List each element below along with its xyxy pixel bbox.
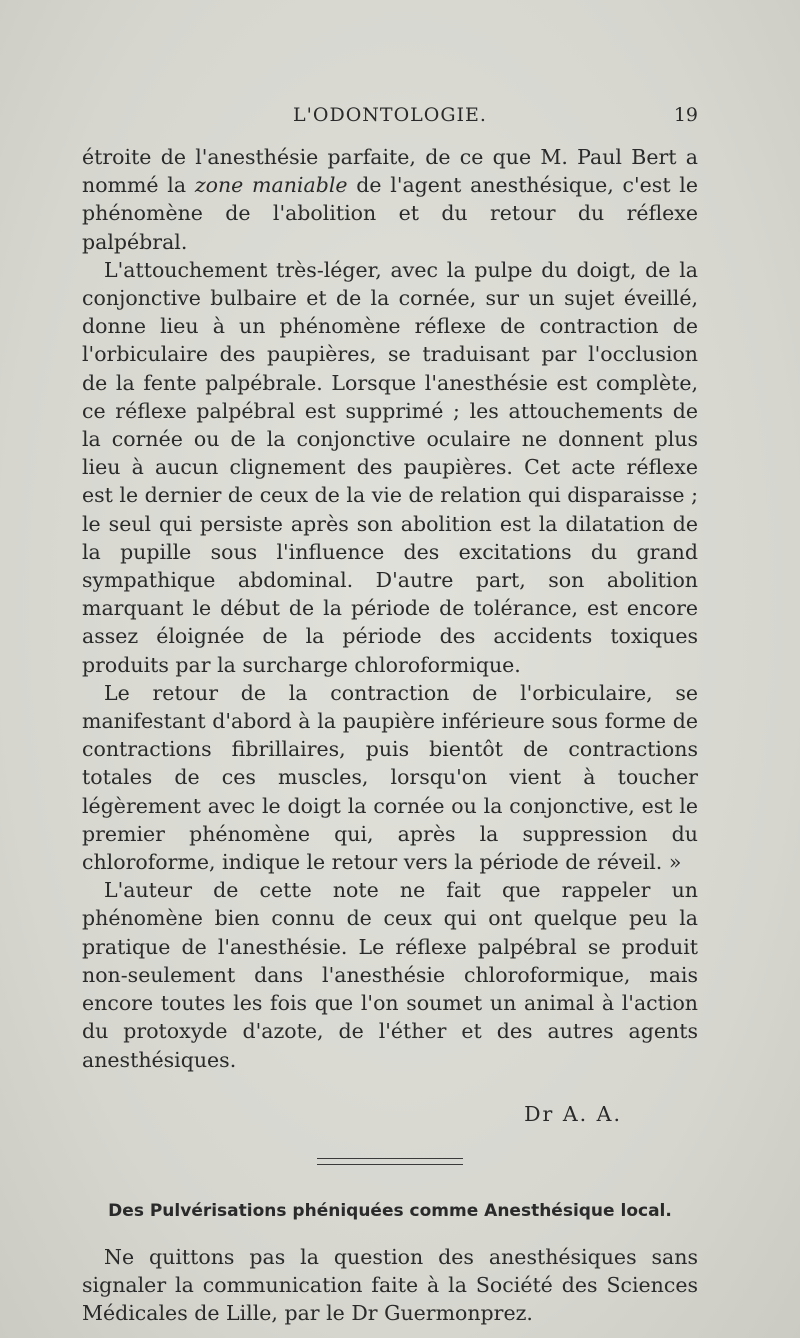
page-number: 19	[673, 104, 698, 126]
paragraph-1-start: étroite de l'anesthésie parfaite, de ce que M. Paul Bert a nommé la	[82, 145, 698, 198]
running-head	[82, 104, 698, 134]
paragraph-1-italic: zone maniable	[194, 173, 348, 198]
paragraph-1-end: de l'agent anesthésique, c'est le phénomène de l'abolition et du retour du réflexe palpébral.	[82, 173, 698, 254]
paragraph-2: L'attouchement très-léger, avec la pulpe du doigt, de la conjonctive bulbaire et de la cornée, sur un sujet éveillé, donne lieu à un phénomène réflexe de contraction de l'orbiculaire des paupières, se traduisant par l'occlusion de la fente palpébrale. Lorsque l'anesthésie est complète, ce réflexe palpébral est supprimé ; les attouchements de la cornée ou de la conjonctive oculaire ne donnent plus lieu à aucun clignement des paupières. Cet acte réflexe est le dernier de ceux de la vie de relation qui disparaisse ; le seul qui persiste après son abolition est la dilatation de la pupille sous l'influence des excitations du grand sympathique abdominal. D'autre part, son abolition marquant le début de la période de tolérance, est encore assez éloignée de la période des accidents toxiques produits par la surcharge chloroformique.	[82, 257, 698, 677]
paragraph-1	[82, 143, 698, 256]
paragraph-4: L'auteur de cette note ne fait que rappeler un phénomène bien connu de ceux qui ont quelque peu la pratique de l'anesthésie. Le réflexe palpébral se produit non-seulement dans l'anesthésie chloroformique, mais encore toutes les fois que l'on soumet un animal à l'action du protoxyde d'azote, de l'éther et des autres agents anesthésiques.	[82, 878, 698, 1072]
paragraph-3: Le retour de la contraction de l'orbiculaire, se manifestant d'abord à la paupière inférieure sous forme de contractions fibrillaires, puis bientôt de contractions totales de ces muscles, lorsqu'on vient à toucher légèrement avec le doigt la cornée ou la conjonctive, est le premier phénomène qui, après la suppression du chloroforme, indique le retour vers la période de réveil. »	[82, 680, 698, 875]
signature: Dr A. A.	[524, 1101, 622, 1126]
running-title: L'ODONTOLOGIE.	[293, 104, 487, 126]
body-text	[82, 143, 698, 1327]
section-paragraph: Ne quittons pas la question des anesthésiques sans signaler la communication faite à la Société des Sciences Médicales de Lille, par le Dr Guermonprez.	[82, 1244, 698, 1326]
section-heading: Des Pulvérisations phéniquées comme Anesthésique local.	[108, 1200, 672, 1221]
double-rule-divider	[317, 1158, 463, 1165]
